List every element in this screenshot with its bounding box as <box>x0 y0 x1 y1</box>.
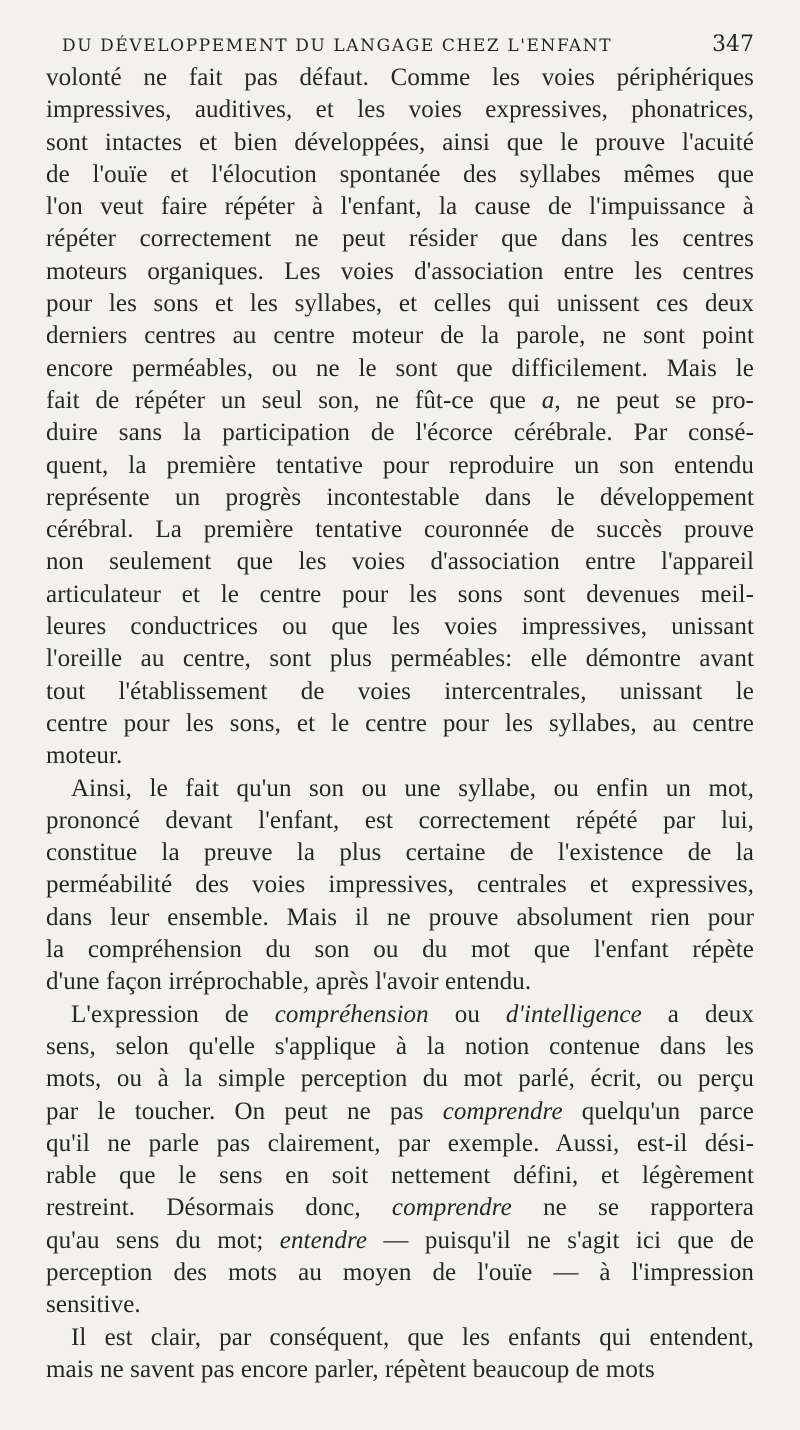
text-line <box>46 1128 754 1160</box>
text-segment: constitue la preuve la plus certaine de l'existence de la <box>46 839 754 867</box>
text-line <box>46 353 754 385</box>
text-segment: d'intelligence <box>505 1000 642 1028</box>
text-line <box>46 1063 754 1095</box>
text-line <box>46 320 754 352</box>
text-line <box>46 643 754 675</box>
text-segment: ne se rapportera <box>511 1194 754 1222</box>
paragraph <box>46 62 754 773</box>
text-line <box>46 1096 754 1128</box>
text-line <box>46 1225 754 1257</box>
text-segment: leures conductrices ou que les voies impressives, unissant <box>46 613 754 641</box>
text-segment: comprendre <box>442 1097 563 1125</box>
text-line <box>46 256 754 288</box>
text-segment: la compréhension du son ou du mot que l'enfant répète <box>46 936 754 964</box>
text-segment: pour les sons et les syllabes, et celles qui unissent ces deux <box>46 290 754 318</box>
text-line <box>46 740 754 772</box>
page-number: 347 <box>712 32 754 57</box>
text-line <box>46 417 754 449</box>
text-segment: L'expression de <box>71 1000 275 1028</box>
text-segment: encore perméables, ou ne le sont que difficilement. Mais le <box>46 354 754 382</box>
text-line <box>46 450 754 482</box>
text-line <box>46 94 754 126</box>
text-segment: tout l'établissement de voies intercentrales, unissant le <box>46 677 754 705</box>
text-line <box>46 1257 754 1289</box>
text-segment: moteurs organiques. Les voies d'association entre les centres <box>46 257 754 285</box>
text-line <box>46 1192 754 1224</box>
text-segment: dans leur ensemble. Mais il ne prouve absolument rien pour <box>46 903 754 931</box>
running-head-title: DU DÉVELOPPEMENT DU LANGAGE CHEZ L'ENFANT <box>62 36 613 56</box>
text-segment: mots, ou à la simple perception du mot parlé, écrit, ou perçu <box>46 1065 754 1093</box>
text-segment: ou <box>428 1000 506 1028</box>
text-line <box>46 869 754 901</box>
text-segment: articulateur et le centre pour les sons sont devenues meil- <box>46 580 754 608</box>
text-segment: restreint. Désormais donc, <box>46 1194 392 1222</box>
text-line <box>46 902 754 934</box>
text-segment: comprendre <box>391 1194 512 1222</box>
text-line <box>46 288 754 320</box>
text-line <box>46 1031 754 1063</box>
text-line <box>46 223 754 255</box>
text-line <box>46 1322 754 1354</box>
running-head <box>46 32 754 62</box>
text-segment: non seulement que les voies d'association entre l'appareil <box>46 548 754 576</box>
text-segment: entendre <box>279 1226 368 1254</box>
text-line <box>46 159 754 191</box>
text-line <box>46 385 754 417</box>
text-line <box>46 805 754 837</box>
text-line <box>46 611 754 643</box>
text-segment: Il est clair, par conséquent, que les enfants qui entendent, <box>71 1323 754 1351</box>
text-segment: quent, la première tentative pour reproduire un son entendu <box>46 451 754 479</box>
text-segment: compréhension <box>274 1000 429 1028</box>
text-segment: l'oreille au centre, sont plus perméables: elle démontre avant <box>46 645 754 673</box>
text-segment: cérébral. La première tentative couronnée de succès prouve <box>46 516 754 544</box>
paragraph <box>46 1322 754 1387</box>
text-line <box>46 966 754 998</box>
text-segment: — puisqu'il ne s'agit ici que de <box>367 1226 754 1254</box>
italic-term: a <box>541 386 555 414</box>
text-line <box>46 482 754 514</box>
paragraph <box>46 773 754 999</box>
text-line <box>46 676 754 708</box>
text-segment: rable que le sens en soit nettement défini, et légèrement <box>46 1162 754 1190</box>
text-segment: mais ne savent pas encore parler, répètent beaucoup de mots <box>46 1355 655 1383</box>
text-line <box>46 579 754 611</box>
text-line <box>46 773 754 805</box>
text-line <box>46 62 754 94</box>
text-segment: derniers centres au centre moteur de la parole, ne sont point <box>46 322 754 350</box>
text-line <box>46 934 754 966</box>
body-text <box>46 62 754 1386</box>
text-segment: duire sans la participation de l'écorce cérébrale. Par consé- <box>46 419 754 447</box>
text-segment: prononcé devant l'enfant, est correctement répété par lui, <box>46 806 754 834</box>
text-segment: volonté ne fait pas défaut. Comme les voies périphériques <box>46 64 754 91</box>
text-line <box>46 514 754 546</box>
text-segment: sensitive. <box>46 1291 141 1319</box>
text-line <box>46 191 754 223</box>
text-segment: Ainsi, le fait qu'un son ou une syllabe, ou enfin un mot, <box>71 774 754 802</box>
text-segment: représente un progrès incontestable dans le développement <box>46 483 754 511</box>
text-segment: quelqu'un parce <box>562 1097 754 1125</box>
text-segment: l'on veut faire répéter à l'enfant, la cause de l'impuissance à <box>46 193 754 221</box>
text-line <box>46 708 754 740</box>
text-line <box>46 837 754 869</box>
text-segment: d'une façon irréprochable, après l'avoir entendu. <box>46 968 532 996</box>
text-segment: répéter correctement ne peut résider que dans les centres <box>46 225 754 253</box>
text-line <box>46 999 754 1031</box>
text-line <box>46 1289 754 1321</box>
text-segment: moteur. <box>46 742 123 770</box>
text-segment: par le toucher. On peut ne pas <box>46 1097 443 1125</box>
text-segment: sens, selon qu'elle s'applique à la notion contenue dans les <box>46 1032 754 1060</box>
text-segment: perméabilité des voies impressives, centrales et expressives, <box>46 871 754 899</box>
text-segment: centre pour les sons, et le centre pour les syllabes, au centre <box>46 709 754 737</box>
text-segment: qu'il ne parle pas clairement, par exemple. Aussi, est-il dési- <box>46 1129 754 1157</box>
text-segment: fait de répéter un seul son, ne fût-ce que a, ne peut se pro- <box>46 386 754 414</box>
paragraph <box>46 999 754 1322</box>
text-segment: sont intactes et bien développées, ainsi que le prouve l'acuité <box>46 128 754 156</box>
text-line <box>46 1354 754 1386</box>
text-segment: de l'ouïe et l'élocution spontanée des syllabes mêmes que <box>46 160 754 188</box>
text-segment: perception des mots au moyen de l'ouïe — à l'impression <box>46 1258 754 1286</box>
text-line <box>46 127 754 159</box>
text-line <box>46 546 754 578</box>
text-segment: qu'au sens du mot; <box>46 1226 280 1254</box>
text-line <box>46 1160 754 1192</box>
text-segment: impressives, auditives, et les voies expressives, phonatrices, <box>46 96 754 124</box>
text-segment: a deux <box>641 1000 754 1028</box>
